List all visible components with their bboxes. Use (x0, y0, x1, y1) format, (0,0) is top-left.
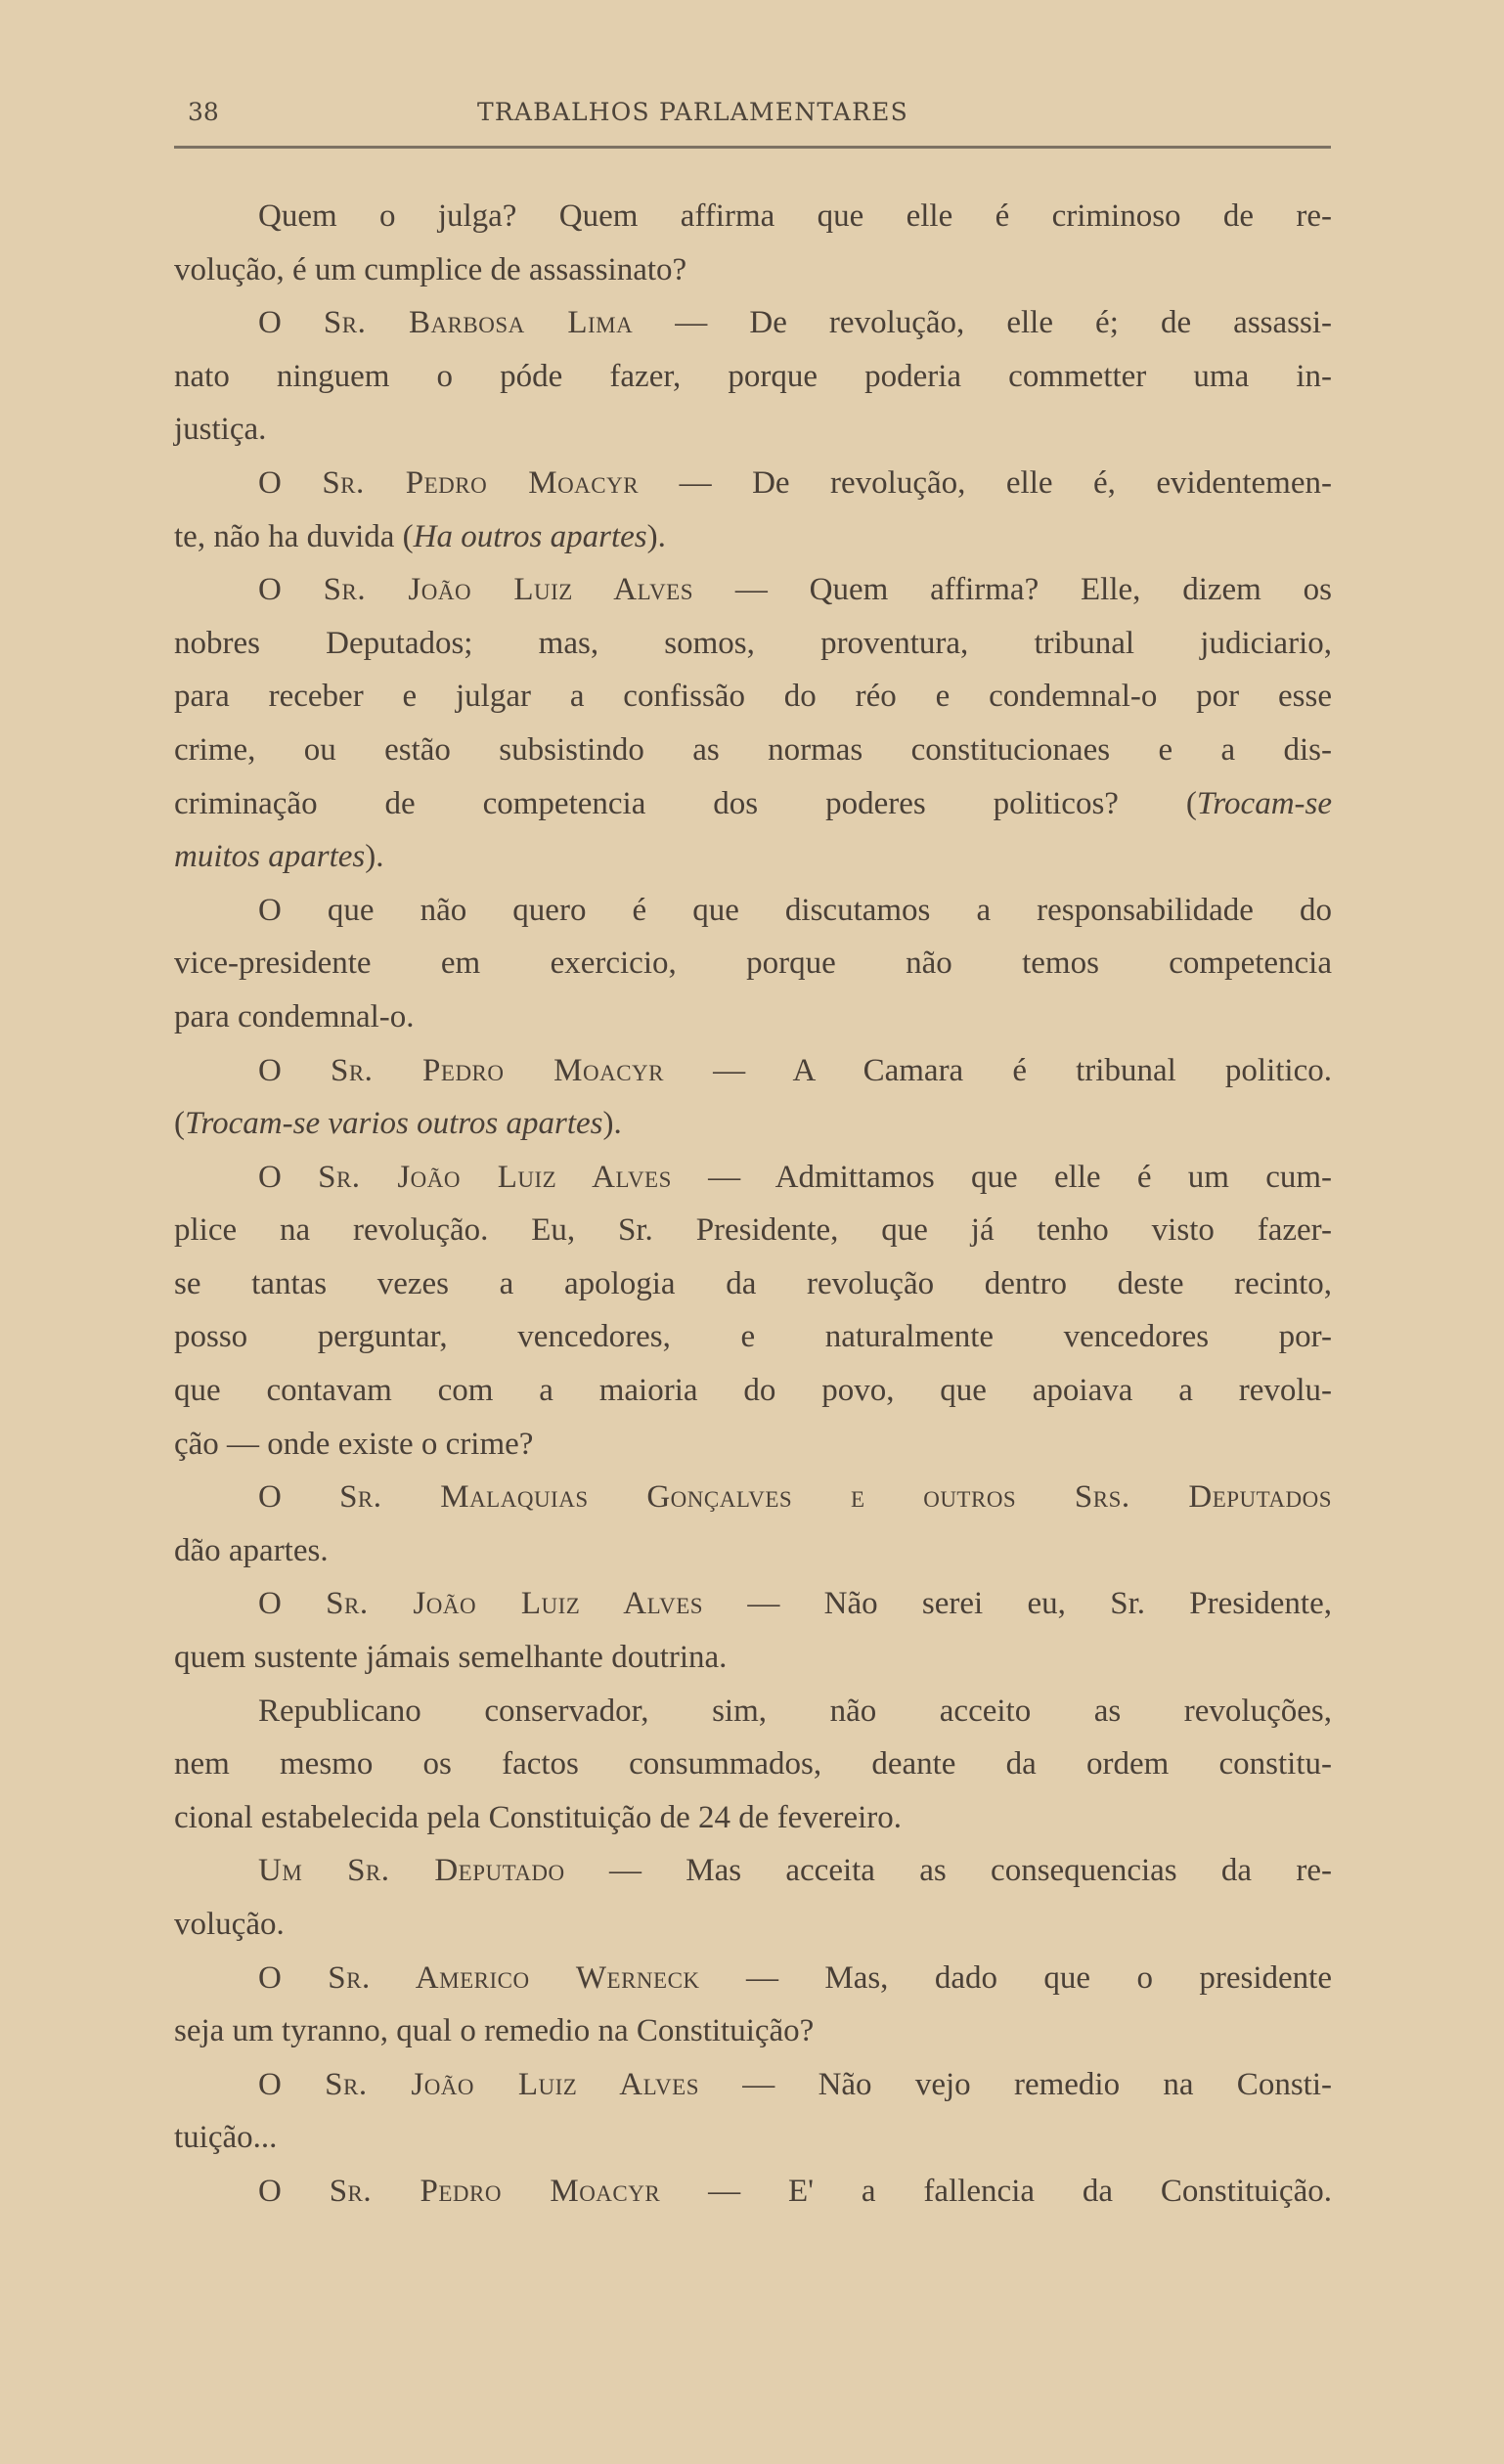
text-run: — Mas acceita as consequencias da re- (564, 1853, 1332, 1889)
text-run: para condemnal-o. (174, 998, 415, 1034)
text-line (174, 1204, 1332, 1257)
header-rule (174, 146, 1331, 149)
text-line (174, 1418, 1332, 1472)
text-run: tuição... (174, 2120, 278, 2156)
text-line (174, 2165, 1332, 2219)
speaker-name: Sr. Barbosa Lima (323, 305, 634, 341)
text-run: crime, ou estão subsistindo as normas constitucionaes e a dis- (174, 731, 1332, 768)
running-title: TRABALHOS PARLAMENTARES (477, 98, 908, 126)
text-run: cional estabelecida pela Constituição de 24 de fevereiro. (174, 1799, 903, 1835)
text-line (174, 1471, 1332, 1524)
text-line (174, 1151, 1332, 1205)
text-run: — Não serei eu, Sr. Presidente, (703, 1586, 1333, 1622)
text-line (174, 1738, 1332, 1791)
text-run: volução, é um cumplice de assassinato? (174, 251, 687, 287)
text-line (174, 510, 1332, 564)
text-line (174, 830, 1332, 884)
text-line (174, 2004, 1332, 2058)
text-run: justiça. (174, 412, 267, 448)
speaker-name: Sr. João Luiz Alves (326, 1586, 704, 1622)
speaker-name: Sr. João Luiz Alves (318, 1159, 672, 1195)
text-line (174, 243, 1332, 297)
text-run: dão apartes. (174, 1532, 329, 1568)
speaker-name: Sr. Pedro Moacyr (329, 2173, 661, 2209)
text-run: O (258, 464, 323, 501)
text-line (174, 1898, 1332, 1952)
text-run: O (258, 572, 324, 608)
text-run: volução. (174, 1907, 285, 1942)
text-line (174, 1577, 1332, 1631)
text-run: Quem o julga? Quem affirma que elle é criminoso de re- (258, 198, 1332, 234)
text-run: se tantas vezes a apologia da revolução dentro deste recinto, (174, 1265, 1332, 1301)
page-number: 38 (188, 98, 219, 126)
text-run: criminação de competencia dos poderes politicos? ( (174, 785, 1197, 821)
stage-direction: muitos apartes (174, 839, 366, 875)
stage-direction: Ha outros apartes (413, 518, 647, 554)
text-run: Republicano conservador, sim, não acceito as revoluções, (258, 1693, 1332, 1729)
stage-direction: Trocam-se (1196, 785, 1332, 821)
text-line (174, 1844, 1332, 1898)
text-run: — De revolução, elle é; de assassi- (633, 305, 1332, 341)
text-run: — Mas, dado que o presidente (699, 1959, 1332, 1996)
text-line (174, 724, 1332, 777)
speaker-name: Sr. João Luiz Alves (325, 2066, 699, 2102)
text-run: O (258, 1052, 331, 1088)
speaker-name: Sr. Pedro Moacyr (322, 464, 640, 501)
text-run: ( (174, 1106, 185, 1142)
text-run: — De revolução, elle é, evidentemen- (639, 464, 1332, 501)
text-run: te, não ha duvida ( (174, 518, 414, 554)
text-line (174, 1952, 1332, 2005)
text-run: nato ninguem o póde fazer, porque poderia commetter uma in- (174, 358, 1332, 394)
text-line (174, 990, 1332, 1044)
speaker-name: Sr. Americo Werneck (328, 1959, 700, 1996)
text-run: ). (602, 1106, 622, 1142)
text-line (174, 1631, 1332, 1685)
text-line (174, 1044, 1332, 1098)
text-line (174, 350, 1332, 404)
text-run: — Não vejo remedio na Consti- (699, 2066, 1332, 2102)
text-line (174, 403, 1332, 457)
text-line (174, 937, 1332, 990)
text-run: vice-presidente em exercicio, porque não temos competencia (174, 946, 1332, 982)
page-header (186, 94, 1330, 133)
text-run: O que não quero é que discutamos a responsabilidade do (258, 892, 1332, 928)
text-run: — Quem affirma? Elle, dizem os (693, 572, 1332, 608)
text-run: que contavam com a maioria do povo, que apoiava a revolu- (174, 1373, 1332, 1409)
text-run: plice na revolução. Eu, Sr. Presidente, que já tenho visto fazer- (174, 1212, 1332, 1249)
text-line (174, 670, 1332, 724)
text-run: para receber e julgar a confissão do réo e condemnal-o por esse (174, 679, 1332, 715)
text-run: O (258, 1959, 329, 1996)
speaker-name: Sr. Pedro Moacyr (330, 1052, 664, 1088)
text-line (174, 884, 1332, 938)
text-run: ). (646, 518, 666, 554)
text-line (174, 1257, 1332, 1311)
text-line (174, 1524, 1332, 1578)
text-line (174, 1310, 1332, 1364)
text-run: ). (365, 839, 384, 875)
text-line (174, 1364, 1332, 1418)
text-line (174, 296, 1332, 350)
text-run: — E' a fallencia da Constituição. (660, 2173, 1332, 2209)
stage-direction: Trocam-se varios outros apartes (185, 1106, 603, 1142)
text-run: nem mesmo os factos consummados, deante da ordem constitu- (174, 1746, 1332, 1782)
speaker-name: Sr. Malaquias Gonçalves e outros Srs. Deputados (339, 1479, 1332, 1516)
text-run: O (258, 1586, 327, 1622)
speaker-name: Um Sr. Deputado (258, 1853, 565, 1889)
text-run: posso perguntar, vencedores, e naturalmente vencedores por- (174, 1319, 1332, 1355)
text-run: ção — onde existe o crime? (174, 1426, 534, 1462)
text-line (174, 1097, 1332, 1151)
text-line (174, 1685, 1332, 1738)
body-text (174, 190, 1332, 2219)
text-run: O (258, 305, 324, 341)
text-run: nobres Deputados; mas, somos, proventura, tribunal judiciario, (174, 625, 1332, 661)
text-run: O (258, 2173, 330, 2209)
speaker-name: Sr. João Luiz Alves (323, 572, 694, 608)
text-run: O (258, 2066, 326, 2102)
text-line (174, 190, 1332, 243)
text-line (174, 2111, 1332, 2165)
text-run: — A Camara é tribunal politico. (664, 1052, 1332, 1088)
text-run: O (258, 1159, 319, 1195)
text-line (174, 563, 1332, 617)
text-line (174, 617, 1332, 671)
text-line (174, 777, 1332, 831)
text-run: quem sustente jámais semelhante doutrina. (174, 1640, 728, 1676)
text-line (174, 457, 1332, 510)
text-run: seja um tyranno, qual o remedio na Constituição? (174, 2013, 815, 2049)
text-run: O (258, 1479, 340, 1516)
text-run: — Admittamos que elle é um cum- (671, 1159, 1332, 1195)
text-line (174, 2058, 1332, 2112)
text-line (174, 1791, 1332, 1845)
